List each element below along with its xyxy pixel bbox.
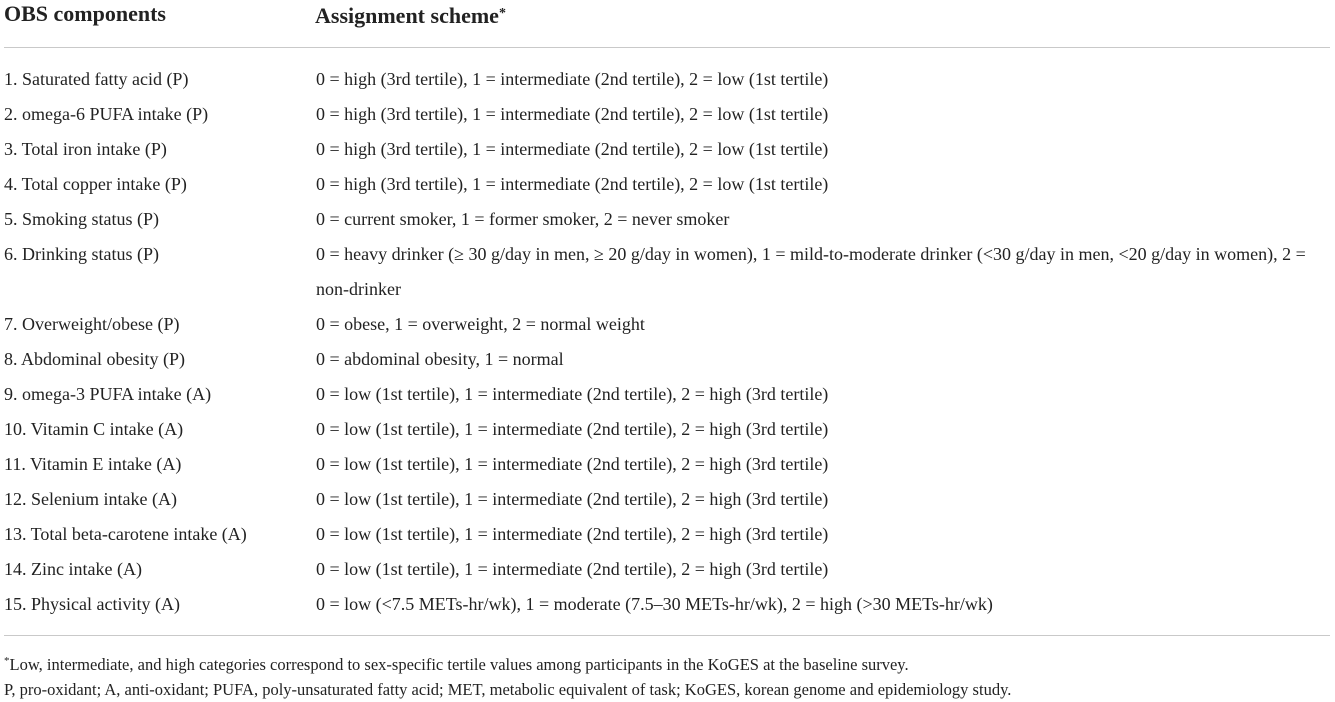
- table-row: [0, 307, 1330, 342]
- component-cell: 12. Selenium intake (A): [4, 489, 177, 509]
- scheme-cell: 0 = high (3rd tertile), 1 = intermediate (2nd tertile), 2 = low (1st tertile): [316, 139, 829, 159]
- table-footnotes: [0, 649, 1330, 702]
- scheme-cell: 0 = low (<7.5 METs-hr/wk), 1 = moderate (7.5–30 METs-hr/wk), 2 = high (>30 METs-hr/wk): [316, 594, 993, 614]
- component-cell: 10. Vitamin C intake (A): [4, 419, 184, 439]
- scheme-cell: 0 = high (3rd tertile), 1 = intermediate (2nd tertile), 2 = low (1st tertile): [316, 174, 829, 194]
- component-cell: 2. omega-6 PUFA intake (P): [4, 104, 209, 124]
- table-row: [0, 97, 1330, 132]
- footnote-abbreviations: P, pro-oxidant; A, anti-oxidant; PUFA, poly-unsaturated fatty acid; MET, metabolic equivalent of task; KoGES, korean genome and epidemiology study.: [4, 680, 1012, 699]
- scheme-cell: 0 = high (3rd tertile), 1 = intermediate (2nd tertile), 2 = low (1st tertile): [316, 104, 829, 124]
- component-cell: 13. Total beta-carotene intake (A): [4, 524, 247, 544]
- component-cell: 8. Abdominal obesity (P): [4, 349, 185, 369]
- scheme-cell: 0 = low (1st tertile), 1 = intermediate (2nd tertile), 2 = high (3rd tertile): [316, 384, 829, 404]
- header-assignment-scheme-label: Assignment scheme: [315, 3, 499, 28]
- header-footnote-mark: *: [498, 6, 506, 21]
- table-row: [0, 202, 1330, 237]
- table-row: [0, 552, 1330, 587]
- scheme-cell: 0 = low (1st tertile), 1 = intermediate (2nd tertile), 2 = high (3rd tertile): [316, 419, 829, 439]
- footer-divider: [4, 635, 1330, 636]
- scheme-cell: 0 = low (1st tertile), 1 = intermediate (2nd tertile), 2 = high (3rd tertile): [316, 454, 829, 474]
- table-body: [0, 48, 1330, 622]
- component-cell: 14. Zinc intake (A): [4, 559, 142, 579]
- component-cell: 15. Physical activity (A): [4, 594, 180, 614]
- table-row: [0, 62, 1330, 97]
- table-row: [0, 482, 1330, 517]
- table-row: [0, 237, 1330, 307]
- table-row: [0, 412, 1330, 447]
- scheme-cell: 0 = low (1st tertile), 1 = intermediate (2nd tertile), 2 = high (3rd tertile): [316, 489, 829, 509]
- component-cell: 1. Saturated fatty acid (P): [4, 69, 189, 89]
- table-row: [0, 447, 1330, 482]
- component-cell: 3. Total iron intake (P): [4, 139, 167, 159]
- table-header: [0, 0, 1330, 34]
- footnote-tertile: [4, 649, 1330, 677]
- scheme-cell: 0 = low (1st tertile), 1 = intermediate (2nd tertile), 2 = high (3rd tertile): [316, 524, 829, 544]
- scheme-cell: 0 = low (1st tertile), 1 = intermediate (2nd tertile), 2 = high (3rd tertile): [316, 559, 829, 579]
- component-cell: 9. omega-3 PUFA intake (A): [4, 384, 212, 404]
- header-obs-components: OBS components: [4, 1, 166, 26]
- table-row: [0, 587, 1330, 622]
- scheme-cell: 0 = abdominal obesity, 1 = normal: [316, 349, 564, 369]
- table-row: [0, 377, 1330, 412]
- table-row: [0, 167, 1330, 202]
- component-cell: 6. Drinking status (P): [4, 244, 159, 264]
- scheme-cell: 0 = heavy drinker (≥ 30 g/day in men, ≥ 20 g/day in women), 1 = mild-to-moderate drinker (<30 g/day in men, <20 g/day in women), 2 = non-drinker: [316, 244, 1306, 299]
- scheme-cell: 0 = current smoker, 1 = former smoker, 2 = never smoker: [316, 209, 730, 229]
- table-row: [0, 342, 1330, 377]
- scheme-cell: 0 = obese, 1 = overweight, 2 = normal weight: [316, 314, 645, 334]
- component-cell: 4. Total copper intake (P): [4, 174, 187, 194]
- scheme-cell: 0 = high (3rd tertile), 1 = intermediate (2nd tertile), 2 = low (1st tertile): [316, 69, 829, 89]
- component-cell: 5. Smoking status (P): [4, 209, 160, 229]
- table-row: [0, 132, 1330, 167]
- component-cell: 7. Overweight/obese (P): [4, 314, 180, 334]
- header-assignment-scheme: [315, 0, 506, 30]
- footnote-tertile-text: Low, intermediate, and high categories correspond to sex-specific tertile values among participants in the KoGES at the baseline survey.: [9, 655, 909, 674]
- table-row: [0, 517, 1330, 552]
- component-cell: 11. Vitamin E intake (A): [4, 454, 182, 474]
- footnote-mark: *: [4, 655, 10, 667]
